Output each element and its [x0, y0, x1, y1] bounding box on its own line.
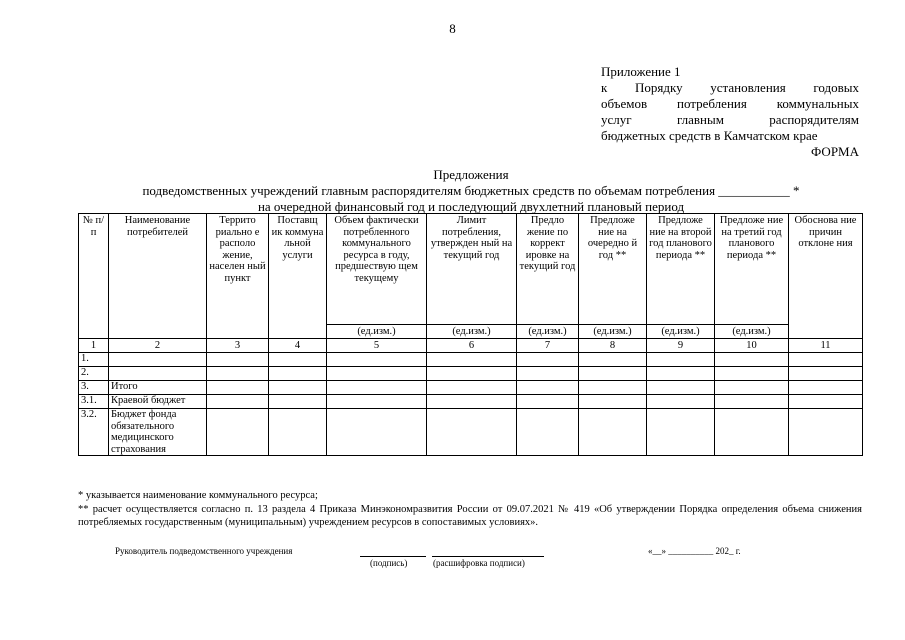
header-cell: Наименование потребителей — [109, 214, 207, 339]
appendix-line: бюджетных средств в Камчатском крае — [601, 128, 818, 143]
row-name: Итого — [109, 381, 207, 395]
appendix-line: объемов потребления коммунальных — [601, 96, 859, 111]
header-cell: Обоснова ние причин отклоне ния — [789, 214, 863, 339]
column-number: 5 — [327, 339, 427, 353]
document-subtitle-period: на очередной финансовый год и последующий двухлетний плановый период — [257, 199, 685, 214]
decoding-line — [432, 556, 544, 557]
column-number: 7 — [517, 339, 579, 353]
header-cell: Поставщ ик коммуна льной услуги — [269, 214, 327, 339]
table-row — [79, 395, 863, 409]
row-name: Бюджет фонда обязательного медицинского страхования — [109, 409, 207, 456]
appendix-line: услуг главным распорядителям — [601, 112, 859, 127]
header-cell: Объем фактически потребленного коммунального ресурса в году, предшествую щем текущему — [327, 214, 427, 325]
unit-cell: (ед.изм.) — [427, 325, 517, 339]
header-cell: № п/п — [79, 214, 109, 339]
column-numbers-row — [79, 339, 863, 353]
signature-caption: (подпись) — [370, 558, 408, 568]
column-number: 4 — [269, 339, 327, 353]
appendix-line: к Порядку установления годовых — [601, 80, 859, 95]
column-number: 10 — [715, 339, 789, 353]
footnote-calculation: ** расчет осуществляется согласно п. 13 раздела 4 Приказа Минэкономразвития России от 09.07.2021 № 419 «Об утверждении Порядка определения объема снижения потребляемых государственным (муниципальным) учреждением ресурсов в сопоставимых условиях». — [78, 504, 862, 528]
head-signature-label: Руководитель подведомственного учреждения — [115, 546, 293, 556]
row-number: 1. — [79, 353, 109, 367]
row-number: 3. — [79, 381, 109, 395]
header-cell: Террито риально е располо жение, населен ный пункт — [207, 214, 269, 339]
unit-cell: (ед.изм.) — [647, 325, 715, 339]
header-cell: Предложе ние на очередно й год ** — [579, 214, 647, 325]
date-field: «__» __________ 202_ г. — [648, 546, 741, 556]
header-cell: Лимит потребления, утвержден ный на текущий год — [427, 214, 517, 325]
decoding-caption: (расшифровка подписи) — [433, 558, 525, 568]
table-row — [79, 381, 863, 395]
unit-cell: (ед.изм.) — [579, 325, 647, 339]
document-subtitle: подведомственных учреждений главным распорядителям бюджетных средств по объемам потребления ___________ * — [142, 183, 800, 198]
document-title: Предложения — [433, 167, 509, 182]
header-cell: Предло жение по коррект ировке на текущий год — [517, 214, 579, 325]
unit-cell: (ед.изм.) — [327, 325, 427, 339]
row-name: Краевой бюджет — [109, 395, 207, 409]
proposals-table — [78, 213, 863, 456]
column-number: 3 — [207, 339, 269, 353]
column-number: 1 — [79, 339, 109, 353]
page-number: 8 — [449, 21, 456, 36]
unit-cell: (ед.изм.) — [715, 325, 789, 339]
row-name — [109, 367, 207, 381]
column-number: 11 — [789, 339, 863, 353]
appendix-line: Приложение 1 — [601, 64, 681, 79]
footnote-resource: * указывается наименование коммунального ресурса; — [78, 490, 318, 501]
header-cell: Предложе ние на второй год планового периода ** — [647, 214, 715, 325]
row-name — [109, 353, 207, 367]
column-number: 8 — [579, 339, 647, 353]
column-number: 9 — [647, 339, 715, 353]
signature-line — [360, 556, 426, 557]
row-number: 3.2. — [79, 409, 109, 456]
table-row — [79, 367, 863, 381]
table-row — [79, 409, 863, 456]
table-header-row — [79, 214, 863, 325]
row-number: 2. — [79, 367, 109, 381]
unit-cell: (ед.изм.) — [517, 325, 579, 339]
column-number: 2 — [109, 339, 207, 353]
appendix-block — [601, 64, 859, 160]
table-row — [79, 353, 863, 367]
form-label: ФОРМА — [811, 144, 859, 159]
header-cell: Предложе ние на третий год планового периода ** — [715, 214, 789, 325]
column-number: 6 — [427, 339, 517, 353]
row-number: 3.1. — [79, 395, 109, 409]
